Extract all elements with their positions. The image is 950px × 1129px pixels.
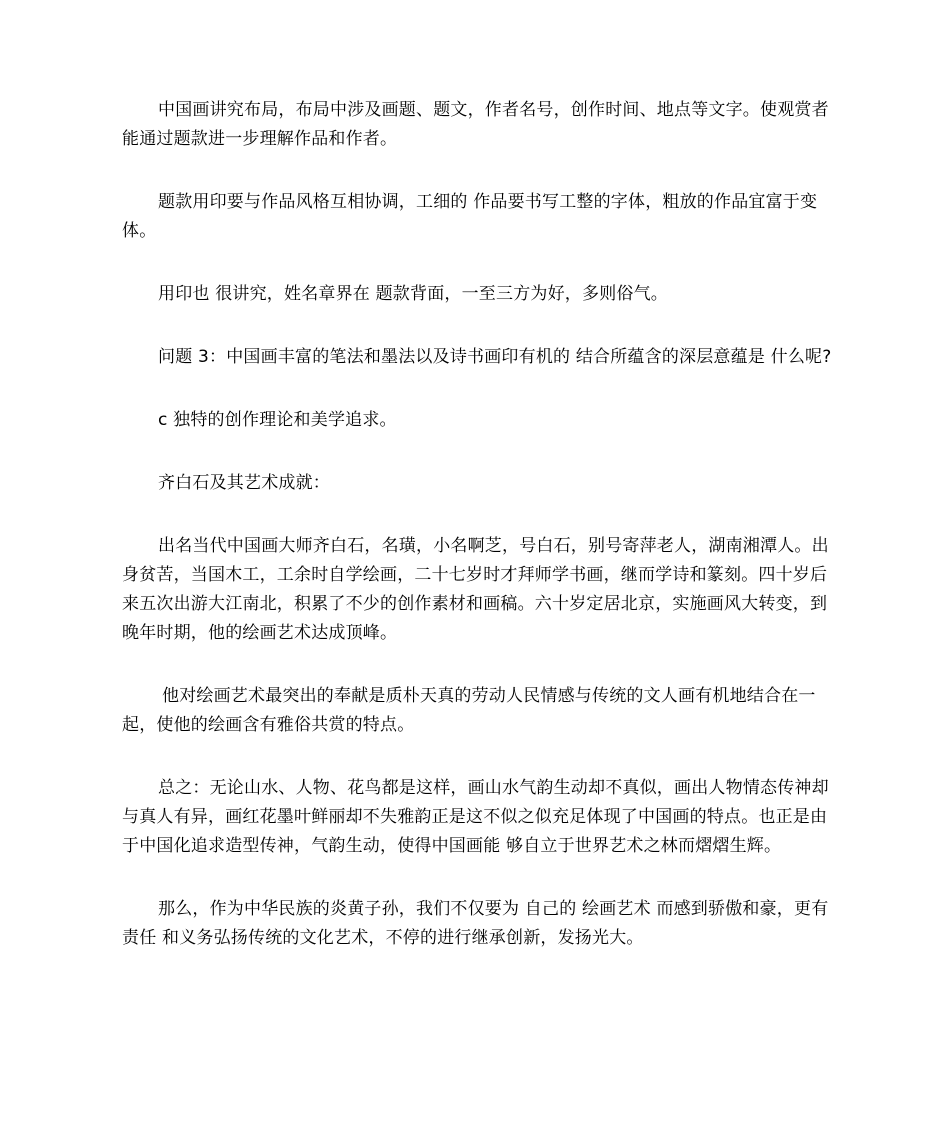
paragraph-layout-inscription: 中国画讲究布局，布局中涉及画题、题文，作者名号，创作时间、地点等文字。使观赏者能通过题款进一步理解作品和作者。	[122, 100, 829, 149]
paragraph-answer-c: c 独特的创作理论和美学追求。	[158, 410, 397, 430]
paragraph-qi-baishi-biography: 出名当代中国画大师齐白石，名璜，小名啊芝，号白石，别号寄萍老人，湖南湘潭人。出身贫苦，当国木工，工余时自学绘画，二十七岁时才拜师学书画，继而学诗和篆刻。四十岁后来五次出游大江南北，积累了不少的创作素材和画稿。六十岁定居北京，实施画风大转变，到晚年时期，他的绘画艺术达成顶峰。	[122, 536, 829, 643]
paragraph-conclusion: 那么，作为中华民族的炎黄子孙，我们不仅要为 自己的 绘画艺术 而感到骄傲和豪，更有责任 和义务弘扬传统的文化艺术，不停的进行继承创新，发扬光大。	[122, 899, 829, 948]
paragraph-qi-baishi-contribution: 他对绘画艺术最突出的奉献是质朴天真的劳动人民情感与传统的文人画有机地结合在一起，使他的绘画含有雅俗共赏的特点。	[122, 686, 816, 735]
paragraph-question-3: 问题 3：中国画丰富的笔法和墨法以及诗书画印有机的 结合所蕴含的深层意蕴是 什么呢?	[158, 347, 832, 367]
paragraph-qi-baishi-heading: 齐白石及其艺术成就：	[158, 473, 330, 493]
paragraph-summary: 总之：无论山水、人物、花鸟都是这样，画山水气韵生动却不真似，画出人物情态传神却与真人有异，画红花墨叶鲜丽却不失雅韵正是这不似之似充足体现了中国画的特点。也正是由于中国化追求造型传神，气韵生动，使得中国画能 够自立于世界艺术之林而熠熠生辉。	[122, 778, 829, 856]
paragraph-seal-style: 题款用印要与作品风格互相协调，工细的 作品要书写工整的字体，粗放的作品宜富于变体。	[122, 192, 818, 241]
paragraph-seal-usage: 用印也 很讲究，姓名章界在 题款背面，一至三方为好，多则俗气。	[158, 284, 669, 304]
